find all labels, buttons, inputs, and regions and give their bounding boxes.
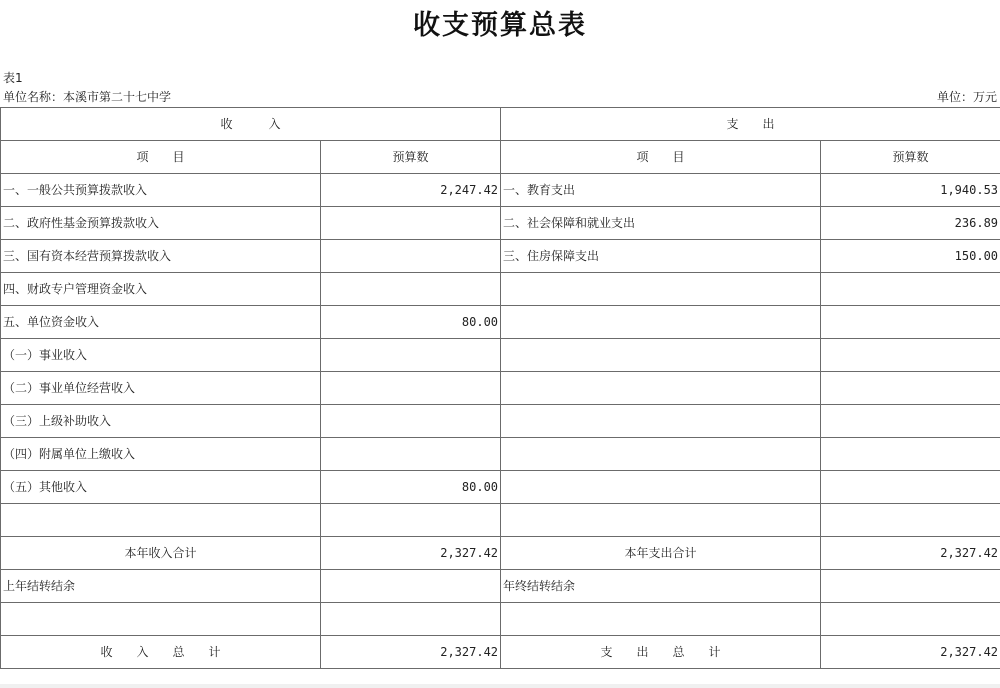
- income-amount: 80.00: [321, 306, 501, 339]
- expense-item: 二、社会保障和就业支出: [501, 207, 821, 240]
- expense-item: [501, 372, 821, 405]
- expense-amount: [821, 405, 1000, 438]
- income-amount: [321, 504, 501, 537]
- expense-amount: [821, 504, 1000, 537]
- income-subtotal-amount: 2,327.42: [321, 537, 501, 570]
- table-number: 表1: [3, 71, 23, 85]
- expense-subtotal-amount: 2,327.42: [821, 537, 1000, 570]
- table-row: [1, 207, 1000, 240]
- total-row: [1, 636, 1000, 669]
- table-row: [1, 405, 1000, 438]
- expense-budget-header: 预算数: [821, 141, 1000, 174]
- income-item: [1, 603, 321, 636]
- expense-item: [501, 603, 821, 636]
- expense-subtotal-label: 本年支出合计: [501, 537, 821, 570]
- expense-amount: 1,940.53: [821, 174, 1000, 207]
- expense-item: [501, 273, 821, 306]
- budget-table: [0, 107, 1000, 669]
- income-item: 五、单位资金收入: [1, 306, 321, 339]
- income-item: 二、政府性基金预算拨款收入: [1, 207, 321, 240]
- expense-item: 三、住房保障支出: [501, 240, 821, 273]
- expense-item: [501, 471, 821, 504]
- table-row: [1, 339, 1000, 372]
- table-row: [1, 471, 1000, 504]
- income-amount: [321, 207, 501, 240]
- income-amount: [321, 372, 501, 405]
- income-subtotal-label: 本年收入合计: [1, 537, 321, 570]
- expense-amount: [821, 603, 1000, 636]
- expense-item-header: 项 目: [501, 141, 821, 174]
- table-row: [1, 240, 1000, 273]
- income-amount: [321, 438, 501, 471]
- bottom-scroll-area: [0, 684, 1000, 688]
- income-amount: [321, 240, 501, 273]
- income-item: （五）其他收入: [1, 471, 321, 504]
- income-item: 四、财政专户管理资金收入: [1, 273, 321, 306]
- income-budget-header: 预算数: [321, 141, 501, 174]
- income-item: 三、国有资本经营预算拨款收入: [1, 240, 321, 273]
- income-amount: 80.00: [321, 471, 501, 504]
- income-section-header: 收 入: [1, 108, 501, 141]
- income-item: （一）事业收入: [1, 339, 321, 372]
- expense-item: 一、教育支出: [501, 174, 821, 207]
- currency-unit: 单位：万元: [936, 90, 997, 104]
- expense-item: [501, 504, 821, 537]
- income-item: （二）事业单位经营收入: [1, 372, 321, 405]
- income-total-amount: 2,327.42: [321, 636, 501, 669]
- table-row: [1, 174, 1000, 207]
- expense-amount: [821, 273, 1000, 306]
- table-row: [1, 372, 1000, 405]
- income-item: 一、一般公共预算拨款收入: [1, 174, 321, 207]
- expense-amount: [821, 372, 1000, 405]
- expense-total-amount: 2,327.42: [821, 636, 1000, 669]
- page-title: 收支预算总表: [413, 10, 587, 41]
- table-row: [1, 438, 1000, 471]
- expense-item: [501, 438, 821, 471]
- income-carryover-amount: [321, 570, 501, 603]
- table-row: [1, 603, 1000, 636]
- income-amount: [321, 273, 501, 306]
- expense-item: [501, 339, 821, 372]
- table-row: [1, 504, 1000, 537]
- expense-item: [501, 306, 821, 339]
- expense-carryover-amount: [821, 570, 1000, 603]
- expense-amount: [821, 306, 1000, 339]
- header-row-columns: [1, 141, 1000, 174]
- header-row-sections: [1, 108, 1000, 141]
- income-item-header: 项 目: [1, 141, 321, 174]
- table-row: [1, 306, 1000, 339]
- expense-amount: 150.00: [821, 240, 1000, 273]
- income-item: [1, 504, 321, 537]
- expense-amount: [821, 438, 1000, 471]
- expense-carryover-label: 年终结转结余: [501, 570, 821, 603]
- expense-item: [501, 405, 821, 438]
- income-carryover-label: 上年结转结余: [1, 570, 321, 603]
- income-amount: [321, 339, 501, 372]
- income-total-label: 收 入 总 计: [1, 636, 321, 669]
- unit-name: 单位名称：本溪市第二十七中学: [3, 90, 172, 104]
- subtotal-row: [1, 537, 1000, 570]
- income-amount: 2,247.42: [321, 174, 501, 207]
- income-item: （四）附属单位上缴收入: [1, 438, 321, 471]
- carryover-row: [1, 570, 1000, 603]
- expense-total-label: 支 出 总 计: [501, 636, 821, 669]
- expense-amount: [821, 339, 1000, 372]
- expense-amount: [821, 471, 1000, 504]
- expense-section-header: 支 出: [501, 108, 1000, 141]
- income-item: （三）上级补助收入: [1, 405, 321, 438]
- income-amount: [321, 603, 501, 636]
- expense-amount: 236.89: [821, 207, 1000, 240]
- income-amount: [321, 405, 501, 438]
- table-row: [1, 273, 1000, 306]
